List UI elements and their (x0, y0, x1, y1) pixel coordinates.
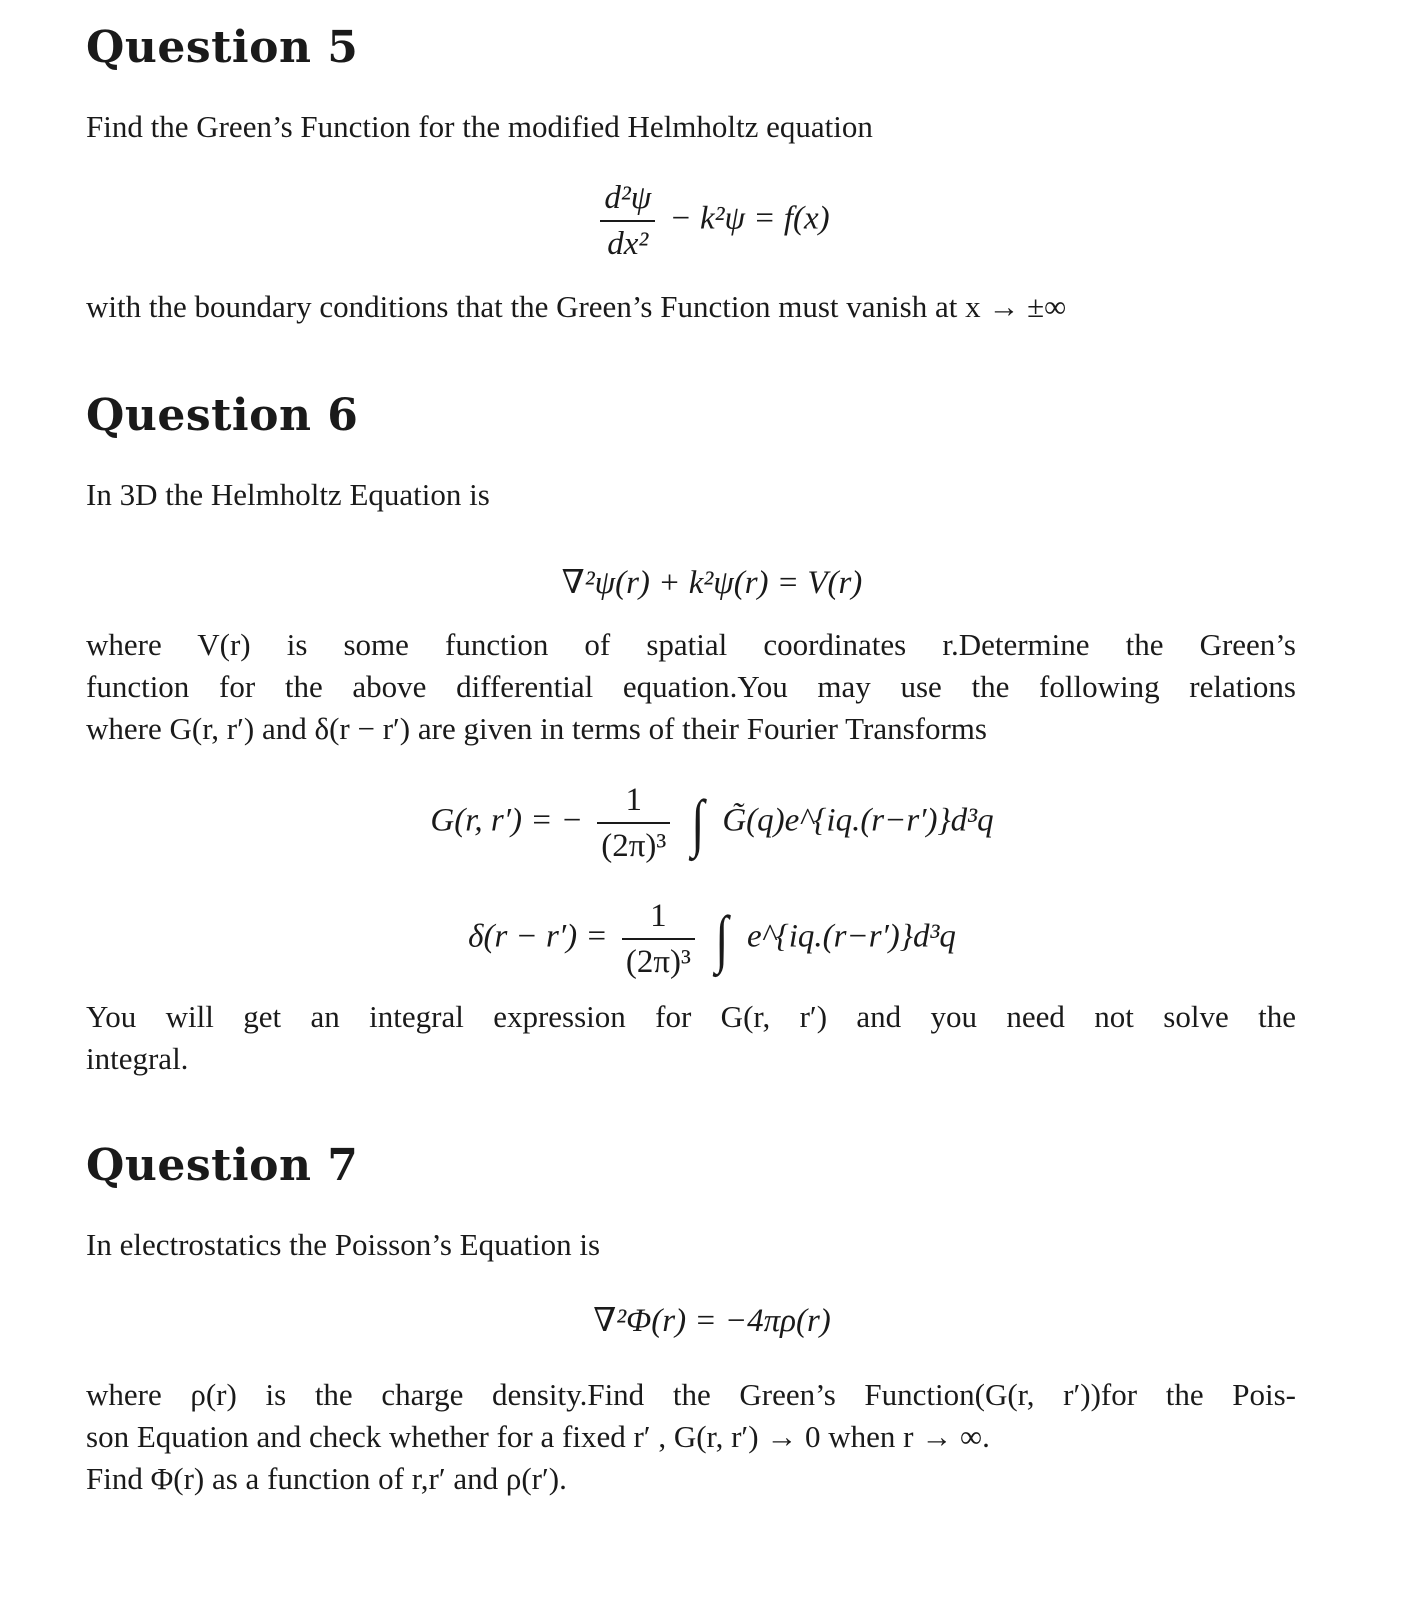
question-6-outro-line-1: You will get an integral expression for G(r, r′) and you need not solve the (86, 999, 1296, 1034)
question-5-intro-text: Find the Green’s Function for the modified Helmholtz equation (86, 109, 873, 144)
question-7-heading: Question 7 (86, 1140, 359, 1191)
greens-integrand: G̃(q)e^{iq.(r−r′)}d³q (722, 802, 994, 839)
second-derivative-fraction (600, 178, 655, 264)
delta-fraction-denominator: (2π)³ (625, 944, 691, 980)
fraction-denominator: dx² (607, 226, 649, 262)
question-7-body-line-2: son Equation and check whether for a fixed r′ , G(r, r′) → 0 when r → ∞. (86, 1419, 990, 1454)
greens-fraction (597, 780, 670, 866)
question-7-body (86, 1374, 1296, 1500)
greens-lhs: G(r, r′) = − (430, 802, 583, 839)
poisson-equation-text: ∇²Φ(r) = −4πρ(r) (593, 1303, 831, 1339)
question-7-intro-text: In electrostatics the Poisson’s Equation is (86, 1227, 601, 1262)
question-5-heading: Question 5 (86, 22, 359, 73)
question-6-intro-text: In 3D the Helmholtz Equation is (86, 477, 490, 512)
question-5-boundary (86, 286, 1296, 328)
question-6-body-line-3: where G(r, r′) and δ(r − r′) are given in terms of their Fourier Transforms (86, 711, 987, 746)
modified-helmholtz-equation (0, 178, 1424, 264)
delta-fraction-numerator: 1 (622, 896, 695, 940)
question-6-body-line-1: where V(r) is some function of spatial coordinates r.Determine the Green’s (86, 627, 1296, 662)
question-6-body (86, 624, 1296, 750)
greens-fraction-denominator: (2π)³ (601, 828, 667, 864)
greens-fraction-numerator: 1 (597, 780, 670, 824)
question-5-intro (86, 106, 1296, 148)
delta-lhs: δ(r − r′) = (468, 918, 608, 955)
greens-function-fourier-equation (0, 780, 1424, 866)
delta-fraction (622, 896, 695, 982)
boundary-text: with the boundary conditions that the Green’s Function must vanish at x → ±∞ (86, 289, 1067, 324)
helmholtz-3d-equation-text: ∇²ψ(r) + k²ψ(r) = V(r) (561, 565, 863, 601)
poisson-equation (0, 1300, 1424, 1340)
delta-integrand: e^{iq.(r−r′)}d³q (746, 918, 956, 955)
integral-sign-icon: ∫ (690, 787, 704, 858)
question-6-heading: Question 6 (86, 390, 359, 441)
question-7-intro (86, 1224, 1296, 1266)
integral-sign-icon: ∫ (715, 903, 729, 974)
helmholtz-3d-equation (0, 562, 1424, 602)
question-6-body-line-2: function for the above differential equation.You may use the following relations (86, 669, 1296, 704)
question-6-outro-line-2: integral. (86, 1041, 189, 1076)
equation-rest: − k²ψ = f(x) (669, 200, 830, 237)
question-6-outro (86, 996, 1296, 1080)
question-7-body-line-1: where ρ(r) is the charge density.Find the Green’s Function(G(r, r′))for the Pois- (86, 1377, 1296, 1412)
question-7-body-line-3: Find Φ(r) as a function of r,r′ and ρ(r′). (86, 1461, 567, 1496)
delta-function-fourier-equation (0, 896, 1424, 982)
fraction-numerator: d²ψ (600, 178, 655, 222)
question-6-intro (86, 474, 1296, 516)
